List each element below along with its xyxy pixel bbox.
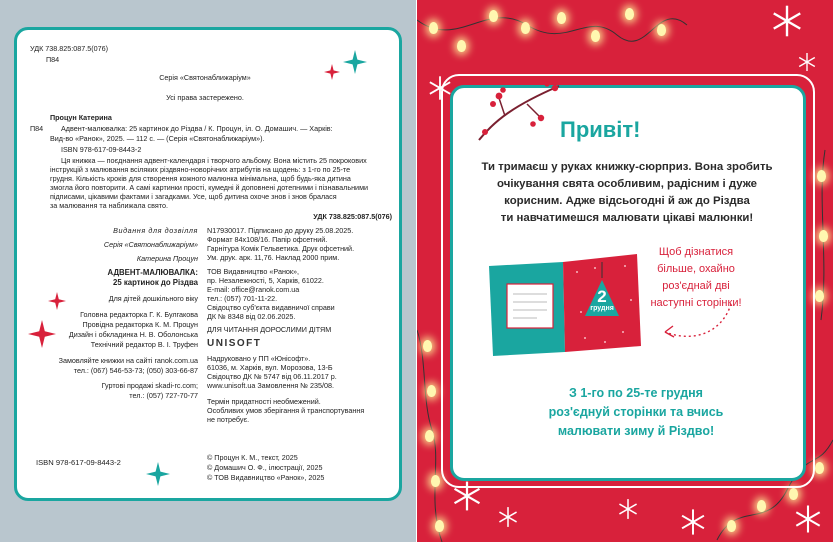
date-tag-word: грудня <box>590 305 614 312</box>
order-1: Замовляйте книжки на сайті ranok.com.ua <box>58 356 198 365</box>
author-name: Процун Катерина <box>50 113 112 122</box>
unisoft-3: Свідоцтво ДК № 5747 від 06.11.2017 р. <box>207 372 337 381</box>
staff-2: Провідна редакторка К. М. Процун <box>82 320 198 329</box>
description-4: змогла його повторити. А самі картинки прості, кумедні й доповнені дотепними і пізнавальними <box>50 183 369 192</box>
garland-bulb <box>489 10 498 22</box>
udk-bottom: УДК 738.825:087.5(076) <box>313 212 392 221</box>
term-3: не потребує. <box>207 415 250 424</box>
udk-top: УДК 738.825:087.5(076) <box>30 44 109 53</box>
garland-bulb <box>429 22 438 34</box>
print-1: N17930017. Підписано до друку 25.08.2025. <box>207 226 354 235</box>
publisher-5: Свідоцтво суб'єкта видавничої справи <box>207 303 335 312</box>
snowflake-icon <box>679 508 707 536</box>
staff-3: Дизайн і обкладинка Н. В. Оболонська <box>68 330 198 339</box>
date-tag-number: 2 <box>597 287 607 306</box>
garland-bulb <box>521 22 530 34</box>
greeting-title: Привіт! <box>560 117 641 142</box>
publisher-3: E-mail: office@ranok.com.ua <box>207 285 300 294</box>
snowflake-icon <box>617 498 639 520</box>
garland-bulb <box>815 462 824 474</box>
shops-2: тел.: (057) 727-70-77 <box>129 391 198 400</box>
adult-line: ДЛЯ ЧИТАННЯ ДОРОСЛИМИ ДІТЯМ <box>207 325 332 334</box>
rights-line: Усі права застережено. <box>166 93 244 102</box>
garland-bulb <box>427 385 436 397</box>
publisher-2: пр. Незалежності, 5, Харків, 61022. <box>207 276 324 285</box>
intro-text <box>457 159 797 227</box>
teal-sparkle-icon <box>146 462 170 486</box>
publisher-4: тел.: (057) 701-11-22. <box>207 294 278 303</box>
code-p84: П84 <box>30 124 44 133</box>
publisher-1: ТОВ Видавництво «Ранок», <box>207 267 300 276</box>
hint-line-2: більше, охайно <box>657 263 735 275</box>
edition-author: Катерина Процун <box>136 254 198 263</box>
garland-bulb <box>815 290 824 302</box>
description-6: за малювання та наближала свято. <box>50 201 168 210</box>
unisoft-1: Надруковано у ПП «Юнісофт». <box>207 354 311 363</box>
garland-bulb <box>757 500 766 512</box>
garland-bulb <box>557 12 566 24</box>
garland-bulb <box>457 40 466 52</box>
copyright-1: © Процун К. М., текст, 2025 <box>207 453 298 462</box>
shops-1: Гуртові продажі skadi-rc.com; <box>101 381 198 390</box>
description-5: підписами, цікавими фактами і загадками. Усе, щоб дитина охоче знов і знов бралася <box>50 192 337 201</box>
garland-bulb <box>789 488 798 500</box>
isbn-line: ISBN 978-617-09-8443-2 <box>61 145 142 154</box>
unisoft-2: 61036, м. Харків, вул. Морозова, 13-Б <box>207 363 333 372</box>
staff-1: Головна редакторка Г. К. Булгакова <box>80 310 198 319</box>
edition-heading: Видання для дозвілля <box>113 226 198 235</box>
isbn-bottom: ISBN 978-617-09-8443-2 <box>36 458 121 467</box>
teal-sparkle-icon <box>343 50 367 74</box>
garland-bulb <box>425 430 434 442</box>
snowflake-icon <box>770 4 804 38</box>
garland-bulb <box>435 520 444 532</box>
book-title-2: 25 картинок до Різдва <box>113 278 198 287</box>
publisher-6: ДК № 8348 від 02.06.2025. <box>207 312 296 321</box>
call-to-action <box>491 384 781 441</box>
garland-bulb <box>591 30 600 42</box>
cta-line-1: З 1-го по 25-те грудня <box>569 386 703 400</box>
biblio-line-2: Вид-во «Ранок», 2025. — 112 с. — (Серія «Святонаближаріум»). <box>50 134 265 143</box>
book-title-1: АДВЕНТ-МАЛЮВАЛКА: <box>107 268 198 277</box>
copyright-3: © ТОВ Видавництво «Ранок», 2025 <box>207 473 325 482</box>
print-2: Формат 84х108/16. Папір офсетний. <box>207 235 328 244</box>
print-4: Ум. друк. арк. 11,76. Наклад 2000 прим. <box>207 253 340 262</box>
description-1: Ця книжка — поєднання адвент-календаря і творчого альбому. Вона містить 25 покрокових <box>61 156 367 165</box>
red-sparkle-icon <box>28 320 56 348</box>
biblio-line-1: Адвент-малювалка: 25 картинок до Різдва / К. Процун, іл. О. Домашич. — Харків: <box>61 124 333 133</box>
hint-line-3: роз'єднай дві <box>662 280 730 292</box>
unisoft-4: www.unisoft.ua Замовлення № 235/08. <box>207 381 334 390</box>
term-1: Термін придатності необмежений. <box>207 397 321 406</box>
snowflake-icon <box>497 506 519 528</box>
berry-branch-icon <box>475 80 563 144</box>
hint-line-1: Щоб дізнатися <box>658 246 734 258</box>
intro-line-3: корисним. Адже відсьогодні й аж до Різдва <box>504 195 750 207</box>
intro-line-1: Ти тримаєш у руках книжку-сюрприз. Вона зробить <box>481 161 773 173</box>
term-2: Особливих умов зберігання й транспортування <box>207 406 365 415</box>
order-2: тел.: (067) 546-53-73; (050) 303-66-87 <box>73 366 198 375</box>
open-book-illustration <box>485 252 643 362</box>
garland-bulb <box>819 230 828 242</box>
right-page <box>417 0 833 542</box>
intro-line-4: ти навчатимешся малювати цікаві малюнки! <box>500 212 754 224</box>
copyright-2: © Домашич О. Ф., ілюстрації, 2025 <box>207 463 323 472</box>
date-tag <box>585 288 619 313</box>
staff-4: Технічний редактор В. І. Труфен <box>90 340 198 349</box>
cta-line-2: роз'єднуй сторінки та вчись <box>548 405 724 419</box>
garland-bulb <box>625 8 634 20</box>
series-line: Серія «Святонаближаріум» <box>159 73 251 82</box>
garland-bulb <box>727 520 736 532</box>
cta-line-3: малювати зиму й Різдво! <box>557 424 715 438</box>
print-3: Гарнітура Комік Гельветика. Друк офсетний. <box>207 244 355 253</box>
left-page <box>0 0 416 542</box>
garland-bulb <box>431 475 440 487</box>
garland-bulb <box>657 24 666 36</box>
garland-bulb <box>423 340 432 352</box>
snowflake-icon <box>797 52 817 72</box>
red-sparkle-icon <box>324 64 340 80</box>
age-line: Для дітей дошкільного віку <box>108 294 198 303</box>
garland-bulb <box>817 170 826 182</box>
snowflake-icon <box>793 504 823 534</box>
description-3: грудня. Кількість кроків для створення кожного малюнка мінімальна, щоб будь-яка дитина <box>50 174 351 183</box>
edition-series: Серія «Святонаближаріум» <box>103 240 198 249</box>
red-sparkle-icon <box>48 292 66 310</box>
intro-line-2: очікування свята особливим, радісним і дуже <box>497 178 757 190</box>
hint-line-4: наступні сторінки! <box>650 297 742 309</box>
unisoft-logo: UNISOFT <box>207 338 262 349</box>
description-2: інструкцій з малювання всіляких різдвяно-новорічних атрибутів на щодень: з 1-го по 25-те <box>50 165 351 174</box>
code-top: П84 <box>46 55 60 64</box>
dotted-arrow-icon <box>657 300 737 350</box>
